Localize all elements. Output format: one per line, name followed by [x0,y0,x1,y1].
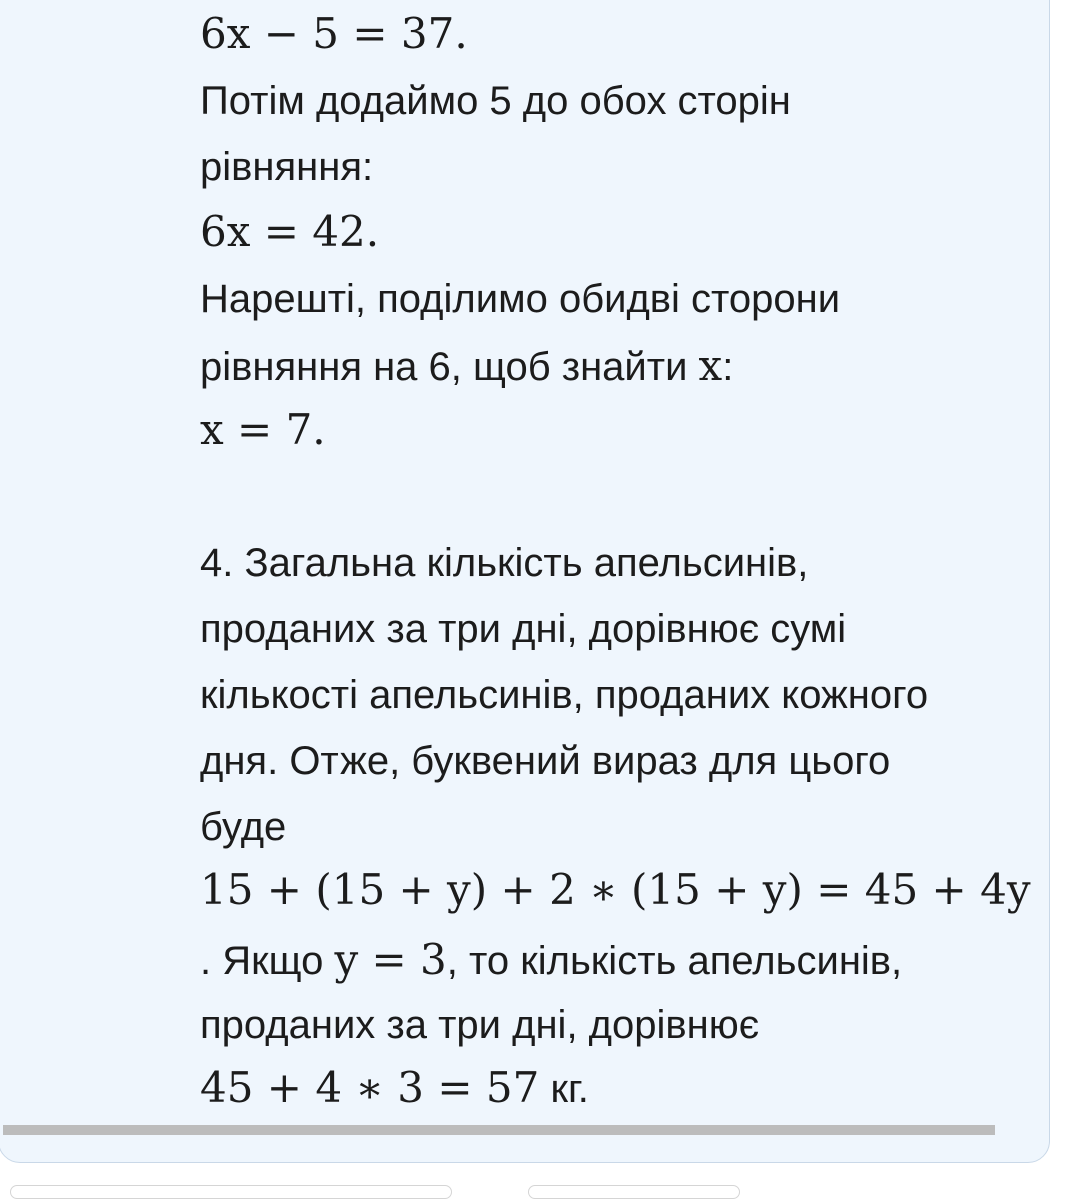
explanation-text [200,341,734,390]
equation-expression: 15 + (15 + y) + 2 ∗ (15 + y) = 45 + 4y [200,865,1031,914]
explanation-text-part: . Якщо [200,939,335,983]
next-card-edge [10,1185,452,1199]
explanation-text-part: , то кількість апельсинів, [446,939,903,983]
part-4-text: проданих за три дні, дорівнює [200,1003,760,1047]
next-card-edge [528,1185,740,1199]
part-4-text: кількості апельсинів, проданих кожного [200,673,929,717]
part-4-text: проданих за три дні, дорівнює сумі [200,607,847,651]
explanation-text-part: рівняння на 6, щоб знайти [200,345,699,389]
equation-step-1: 6x − 5 = 37. [200,9,468,58]
explanation-text: Потім додаймо 5 до обох сторін [200,79,791,123]
final-answer [200,1063,589,1112]
equation-result: x = 7. [200,405,326,454]
explanation-text-part: : [722,345,734,389]
part-4-text: дня. Отже, буквений вираз для цього [200,739,891,783]
equation-step-2: 6x = 42. [200,207,380,256]
horizontal-scrollbar[interactable] [3,1125,995,1135]
math-variable: x [698,341,723,390]
explanation-text: рівняння: [200,145,374,189]
math-inline-equation: y = 3 [334,935,447,984]
unit-label: кг. [539,1067,589,1111]
math-final-equation: 45 + 4 ∗ 3 = 57 [200,1063,540,1112]
part-4-text [200,935,903,984]
explanation-text: Нарешті, поділимо обидві сторони [200,277,841,321]
part-4-text: 4. Загальна кількість апельсинів, [200,541,809,585]
part-4-text: буде [200,805,287,849]
